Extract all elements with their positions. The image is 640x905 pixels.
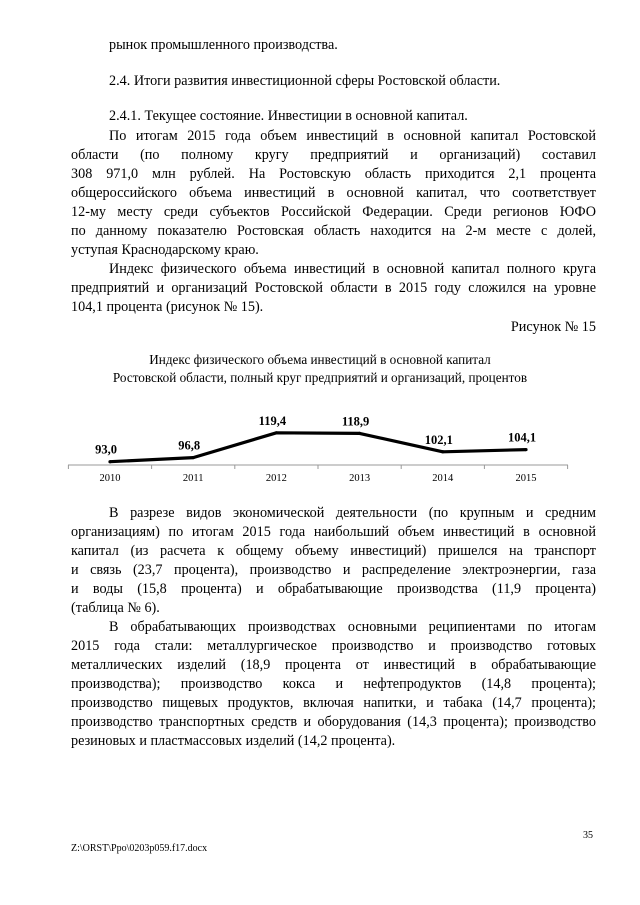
- page-number: 35: [583, 830, 593, 841]
- file-path: Z:\ORST\Ppo\0203p059.f17.docx: [71, 843, 208, 854]
- paragraph-line: Индекс физического объема инвестиций в основной капитал полного круга: [109, 261, 596, 277]
- paragraph-line: По итогам 2015 года объем инвестиций в основной капитал Ростовской: [109, 128, 596, 144]
- paragraph-line: резиновых и пластмассовых изделий (14,2 процента).: [71, 733, 396, 749]
- paragraph-line: производства); производство кокса и нефтепродуктов (14,8 процента);: [71, 676, 596, 692]
- paragraph-line: В разрезе видов экономической деятельности (по крупным и средним: [109, 505, 596, 521]
- x-tick-label: 2015: [515, 473, 537, 484]
- paragraph-line: производство транспортных средств и оборудования (14,3 процента); производство: [71, 714, 596, 730]
- paragraph-line: общероссийского объема инвестиций в основной капитал, что соответствует: [71, 185, 596, 201]
- data-point: [524, 448, 527, 451]
- figure-label: Рисунок № 15: [510, 319, 596, 335]
- paragraph-line: предприятий и организаций Ростовской области в 2015 году сложился на уровне: [71, 280, 596, 296]
- data-label: 119,4: [258, 413, 287, 428]
- section-heading-2-4-1: 2.4.1. Текущее состояние. Инвестиции в основной капитал.: [109, 108, 468, 124]
- paragraph-line: производство пищевых продуктов, включая напитки, и табака (14,7 процента);: [71, 695, 596, 711]
- paragraph-line: уступая Краснодарскому краю.: [71, 242, 259, 258]
- paragraph-line: 12-му месту среди субъектов Российской Федерации. Среди регионов ЮФО: [71, 204, 596, 220]
- chart-subtitle: Ростовской области, полный круг предприятий и организаций, процентов: [112, 370, 528, 385]
- data-point: [441, 450, 444, 453]
- paragraph-line: В обрабатывающих производствах основными реципиентами по итогам: [109, 619, 596, 635]
- paragraph-line: металлических изделий (18,9 процента от инвестиций в обрабатывающие: [71, 657, 596, 673]
- data-label: 102,1: [424, 432, 453, 447]
- series-line: [110, 433, 526, 462]
- paragraph-line: области (по полному кругу предприятий и организаций) составил: [71, 147, 596, 163]
- x-tick-label: 2010: [99, 473, 121, 484]
- x-tick-label: 2012: [265, 473, 287, 484]
- line-chart: [0, 396, 640, 496]
- paragraph-line: и воды (15,8 процента) и обрабатывающие производства (11,9 процента): [71, 581, 596, 597]
- data-point: [108, 460, 111, 463]
- x-tick-label: 2013: [349, 473, 371, 484]
- paragraph-line: организациям) по итогам 2015 года наибольший объем инвестиций в основной: [71, 524, 596, 540]
- data-label: 118,9: [341, 414, 370, 429]
- intro-line: рынок промышленного производства.: [109, 37, 338, 53]
- paragraph-line: 308 971,0 млн рублей. На Ростовскую область приходится 2,1 процента: [71, 166, 596, 182]
- chart-title: Индекс физического объема инвестиций в основной капитал: [149, 352, 491, 367]
- data-label: 93,0: [95, 442, 117, 457]
- data-point: [358, 432, 361, 435]
- paragraph-line: 104,1 процента (рисунок № 15).: [71, 299, 264, 315]
- x-tick-label: 2014: [432, 473, 454, 484]
- data-point: [192, 456, 195, 459]
- paragraph-line: 2015 года стали: металлургическое производство и производство готовых: [71, 638, 596, 654]
- paragraph-line: (таблица № 6).: [71, 600, 160, 616]
- paragraph-line: и связь (23,7 процента), производство и распределение электроэнергии, газа: [71, 562, 596, 578]
- data-label: 96,8: [178, 438, 201, 453]
- x-tick-label: 2011: [182, 473, 204, 484]
- data-point: [275, 431, 278, 434]
- paragraph-line: капитал (из расчета к общему объему инвестиций) пришелся на транспорт: [71, 543, 596, 559]
- paragraph-line: по данному показателю Ростовская область находится на 2-м месте с долей,: [71, 223, 596, 239]
- section-heading-2-4: 2.4. Итоги развития инвестиционной сферы Ростовской области.: [109, 73, 501, 89]
- data-label: 104,1: [507, 430, 537, 445]
